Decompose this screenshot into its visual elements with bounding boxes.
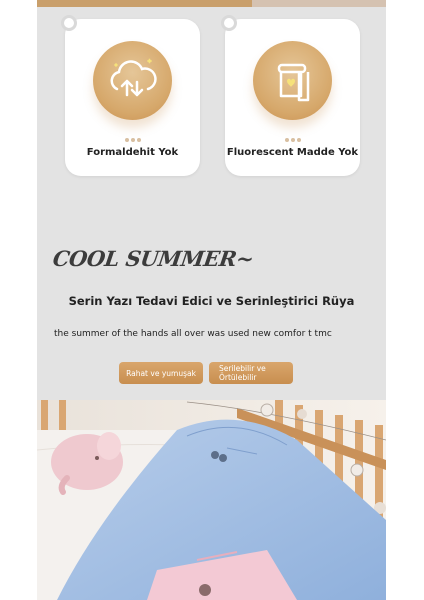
tag-soft: Rahat ve yumuşak <box>119 362 203 384</box>
feature-label: Formaldehit Yok <box>86 147 179 158</box>
banner-subtitle: Serin Yazı Tedavi Edici ve Serinleştirici Rüya <box>68 294 355 308</box>
pagination-dots <box>65 127 200 146</box>
feature-card-fluorescent <box>225 19 360 176</box>
pin-icon <box>221 15 237 31</box>
towel-icon <box>253 41 332 120</box>
banner-title: COOL SUMMER~ <box>51 246 256 271</box>
product-photo <box>37 400 386 600</box>
product-detail-page <box>37 0 386 600</box>
pagination-dots <box>225 127 360 146</box>
banner-description: the summer of the hands all over was used new comfor t tmc <box>54 329 332 339</box>
feature-label: Fluorescent Madde Yok <box>226 147 359 158</box>
cloud-recycle-icon <box>93 41 172 120</box>
top-color-bar <box>37 0 386 7</box>
feature-card-formaldehyde <box>65 19 200 176</box>
tag-spreadable: Serilebilir ve Örtülebilir <box>209 362 293 384</box>
pin-icon <box>61 15 77 31</box>
top-color-bar-accent <box>37 0 252 7</box>
